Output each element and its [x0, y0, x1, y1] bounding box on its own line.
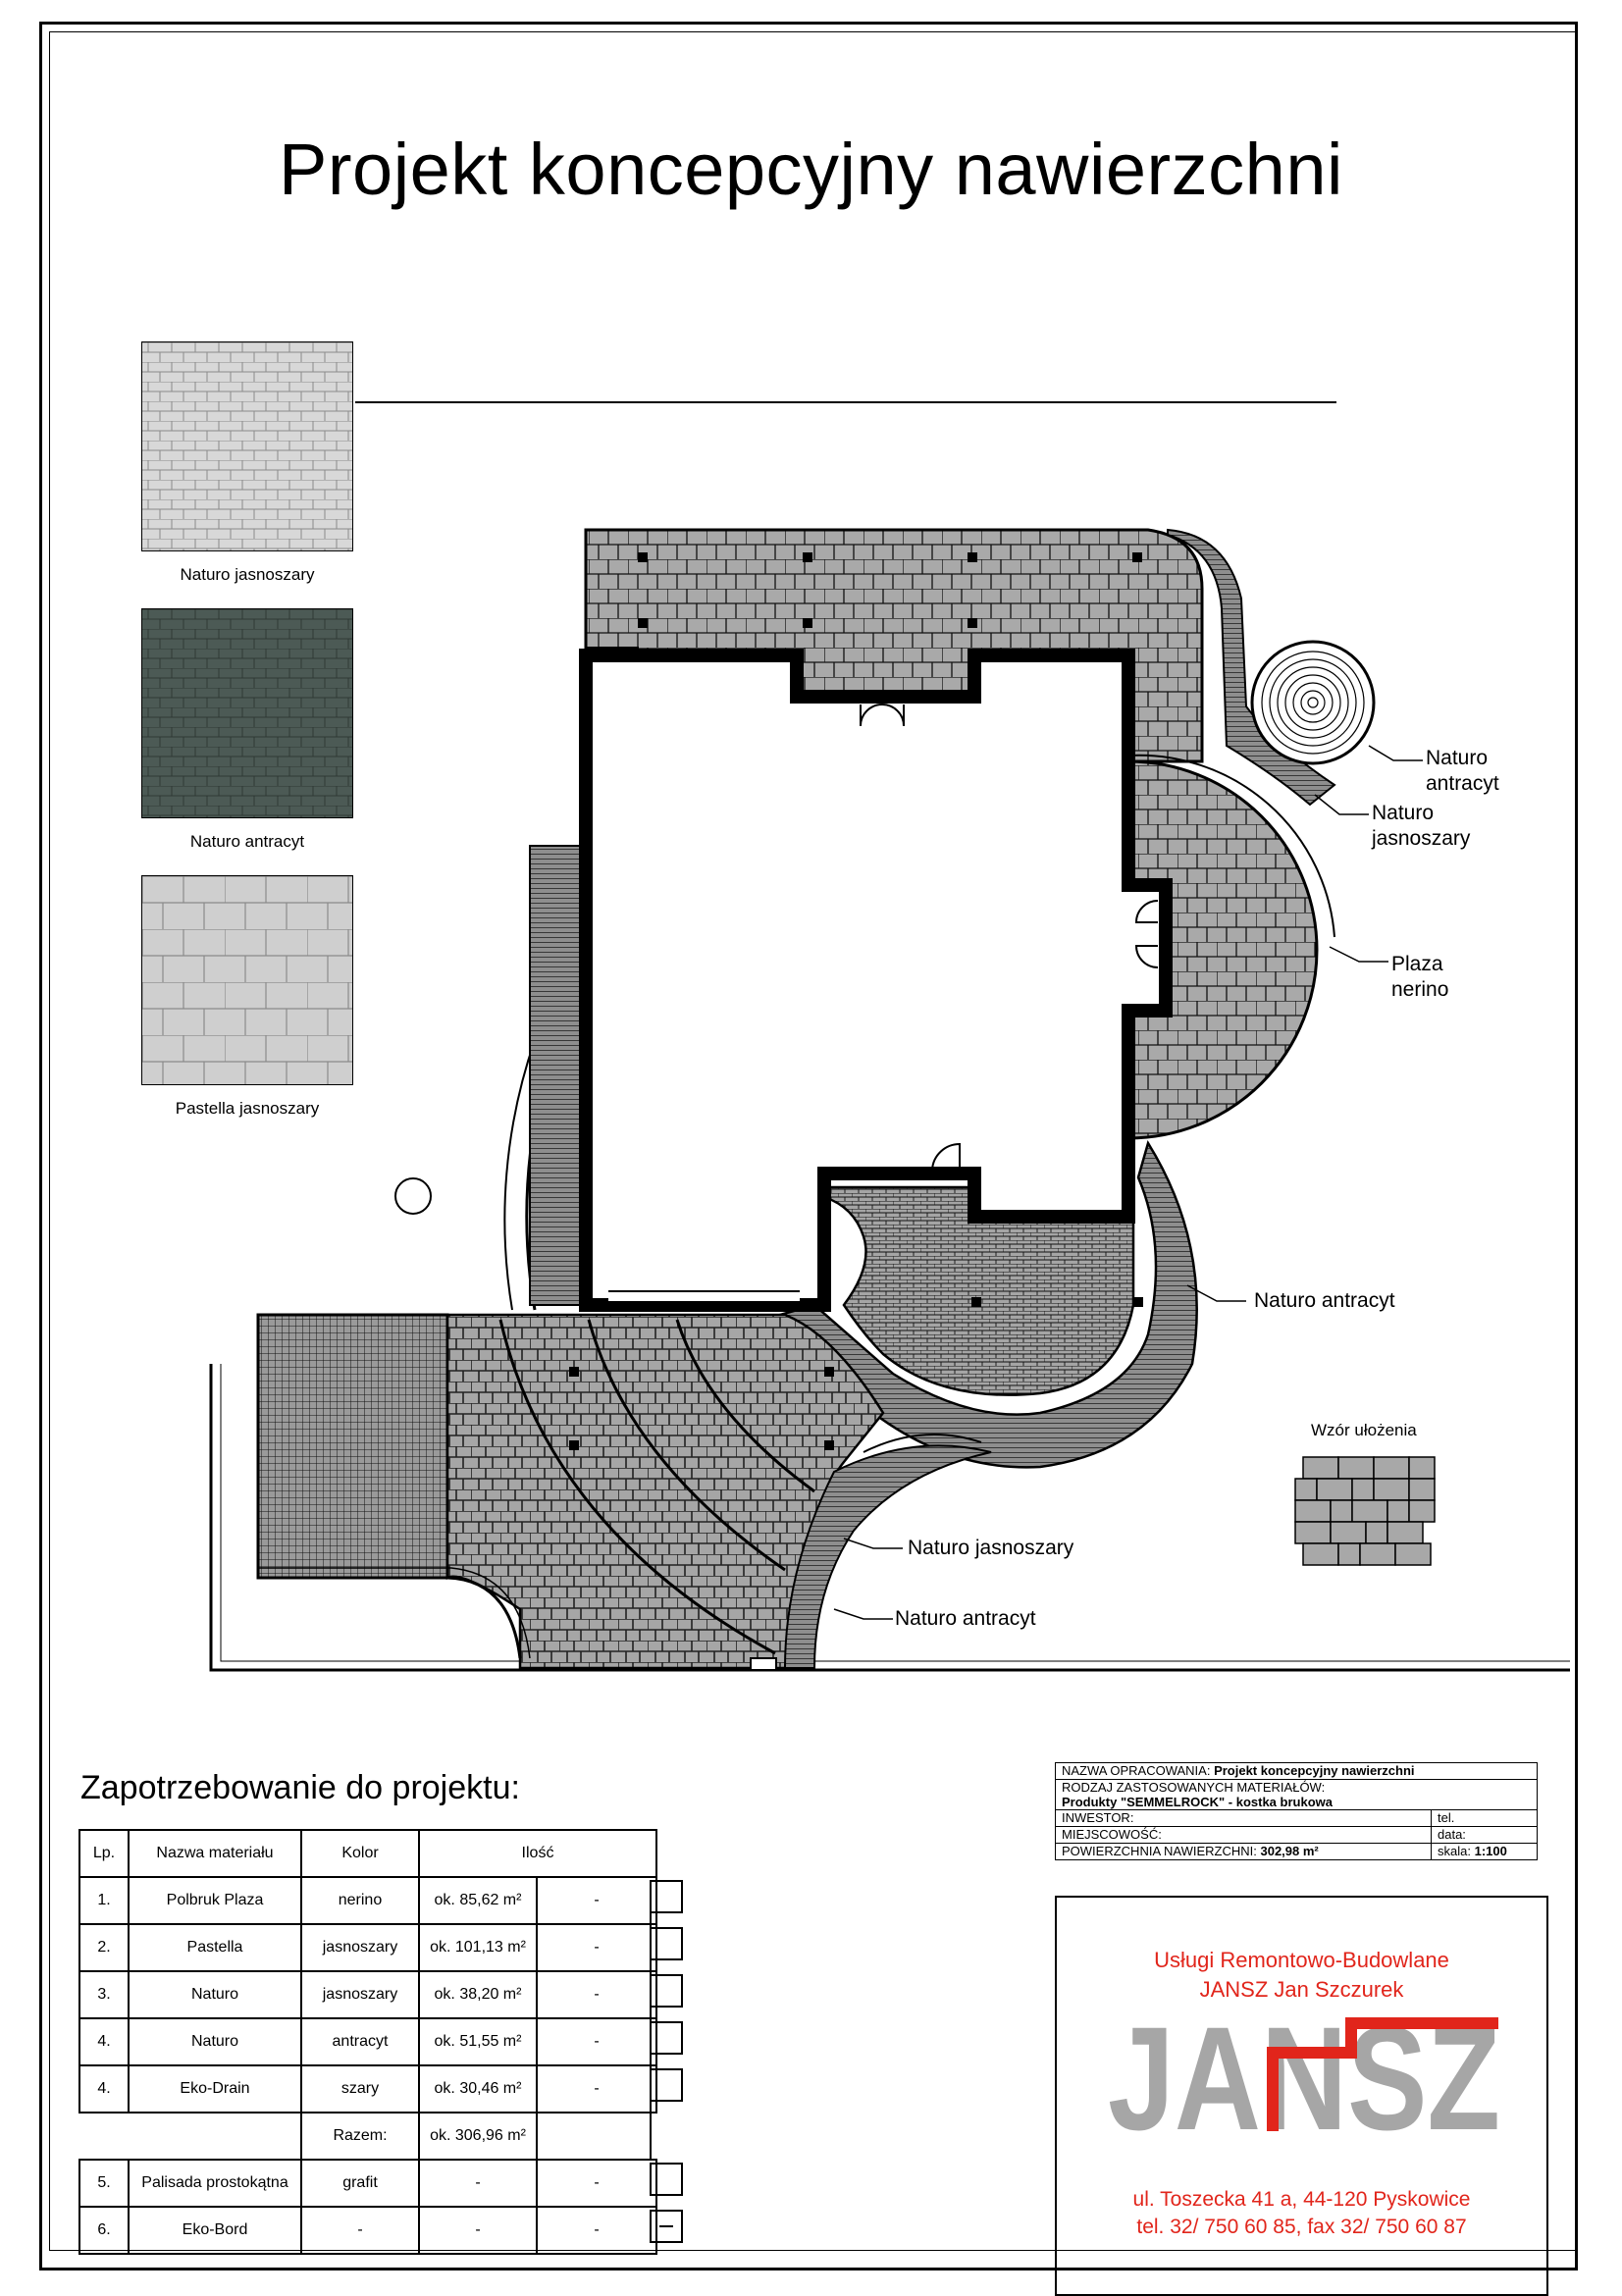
pattern-label: Wzór ułożenia [1311, 1421, 1417, 1439]
cell-lp: 4. [79, 2018, 129, 2065]
cell-lp: 2. [79, 1924, 129, 1971]
table-row [79, 1924, 656, 1971]
info-nazwa: NAZWA OPRACOWANIA: Projekt koncepcyjny nawierzchni [1056, 1763, 1538, 1780]
header-color: Kolor [301, 1830, 419, 1877]
info-tel: tel. [1432, 1810, 1538, 1827]
page-title: Projekt koncepcyjny nawierzchni [279, 129, 1343, 210]
title-block [1055, 1762, 1538, 1860]
cell-qty: ok. 51,55 m² [419, 2018, 537, 2065]
material-symbol [650, 1974, 683, 2008]
cell-color: grafit [301, 2160, 419, 2207]
cell-qty: ok. 101,13 m² [419, 1924, 537, 1971]
material-symbol [650, 2210, 683, 2243]
table-row [79, 2065, 656, 2113]
cell-extra: - [537, 1877, 656, 1924]
cell-color: jasnoszary [301, 1971, 419, 2018]
material-symbol [650, 2021, 683, 2055]
company-line2: JANSZ Jan Szczurek [1199, 1977, 1404, 2002]
drain [751, 1658, 776, 1670]
total-label: Razem: [301, 2113, 419, 2160]
cell-qty: ok. 38,20 m² [419, 1971, 537, 2018]
callout-plaza-nerino: Plaza nerino [1391, 953, 1449, 1001]
callout-naturo-antracyt: Naturo antracyt [895, 1607, 1036, 1630]
requirements-title: Zapotrzebowanie do projektu: [80, 1769, 520, 1806]
info-rodzaj: RODZAJ ZASTOSOWANYCH MATERIAŁÓW: Produkty "SEMMELROCK" - kostka brukowa [1056, 1780, 1538, 1810]
info-data: data: [1432, 1827, 1538, 1844]
cell-color: nerino [301, 1877, 419, 1924]
swatch-label: Naturo jasnoszary [180, 565, 315, 584]
swatch-label: Pastella jasnoszary [175, 1099, 320, 1118]
cell-qty: ok. 85,62 m² [419, 1877, 537, 1924]
cell-name: Eko-Drain [129, 2065, 301, 2113]
logo-text: JANSZ [1108, 1996, 1500, 2161]
table-row [79, 2018, 656, 2065]
callout-naturo-antracyt: Naturo antracyt [1426, 747, 1499, 795]
cell-name: Palisada prostokątna [129, 2160, 301, 2207]
cell-color: antracyt [301, 2018, 419, 2065]
header-lp: Lp. [79, 1830, 129, 1877]
cell-color: jasnoszary [301, 1924, 419, 1971]
header-qty: Ilość [419, 1830, 656, 1877]
cell-extra: - [537, 2018, 656, 2065]
cell-qty: - [419, 2207, 537, 2254]
info-powierzchnia: POWIERZCHNIA NAWIERZCHNI: 302,98 m² [1056, 1844, 1432, 1860]
cell-qty: ok. 30,46 m² [419, 2065, 537, 2113]
callout-naturo-jasnoszary: Naturo jasnoszary [1372, 802, 1471, 850]
company-box [1055, 1896, 1548, 2296]
callout-naturo-jasnoszary: Naturo jasnoszary [908, 1537, 1074, 1559]
table-row [79, 1971, 656, 2018]
cell-extra: - [537, 1971, 656, 2018]
tree-circle [395, 1178, 431, 1214]
company-logo [1106, 1996, 1503, 2161]
company-phone: tel. 32/ 750 60 85, fax 32/ 750 60 87 [1136, 2216, 1467, 2238]
cell-lp: 5. [79, 2160, 129, 2207]
cell-color: szary [301, 2065, 419, 2113]
cell-qty: - [419, 2160, 537, 2207]
cell-lp: 4. [79, 2065, 129, 2113]
company-address: ul. Toszecka 41 a, 44-120 Pyskowice [1132, 2188, 1471, 2211]
curb-arc [258, 1578, 520, 1658]
requirements-table [78, 1829, 657, 2255]
material-symbol [650, 1880, 683, 1913]
info-skala: skala: 1:100 [1432, 1844, 1538, 1860]
cell-extra: - [537, 2207, 656, 2254]
total-value: ok. 306,96 m² [419, 2113, 537, 2160]
cell-name: Pastella [129, 1924, 301, 1971]
cell-extra: - [537, 2065, 656, 2113]
info-inwestor: INWESTOR: [1056, 1810, 1432, 1827]
swatch-label: Naturo antracyt [189, 832, 305, 851]
cell-name: Naturo [129, 2018, 301, 2065]
cell-lp: 1. [79, 1877, 129, 1924]
table-row [79, 2207, 656, 2254]
cell-name: Polbruk Plaza [129, 1877, 301, 1924]
header-name: Nazwa materiału [129, 1830, 301, 1877]
table-row [79, 2160, 656, 2207]
material-symbol [650, 2068, 683, 2102]
callout-naturo-antracyt: Naturo antracyt [1254, 1289, 1395, 1312]
cell-name: Eko-Bord [129, 2207, 301, 2254]
info-miejscowosc: MIEJSCOWOŚĆ: [1056, 1827, 1432, 1844]
cell-extra: - [537, 1924, 656, 1971]
circle-naturo-antracyt [1252, 642, 1374, 763]
table-row [79, 1877, 656, 1924]
laying-pattern [1293, 1455, 1439, 1581]
cell-color: - [301, 2207, 419, 2254]
table-header-row [79, 1830, 656, 1877]
cell-extra: - [537, 2160, 656, 2207]
company-line1: Usługi Remontowo-Budowlane [1154, 1948, 1449, 1972]
material-symbol [650, 1927, 683, 1960]
cell-lp: 3. [79, 1971, 129, 2018]
cell-lp: 6. [79, 2207, 129, 2254]
grid-terrace [258, 1315, 447, 1578]
table-total-row [79, 2113, 656, 2160]
cell-name: Naturo [129, 1971, 301, 2018]
material-symbol [650, 2163, 683, 2196]
table-divider [650, 1880, 652, 2161]
